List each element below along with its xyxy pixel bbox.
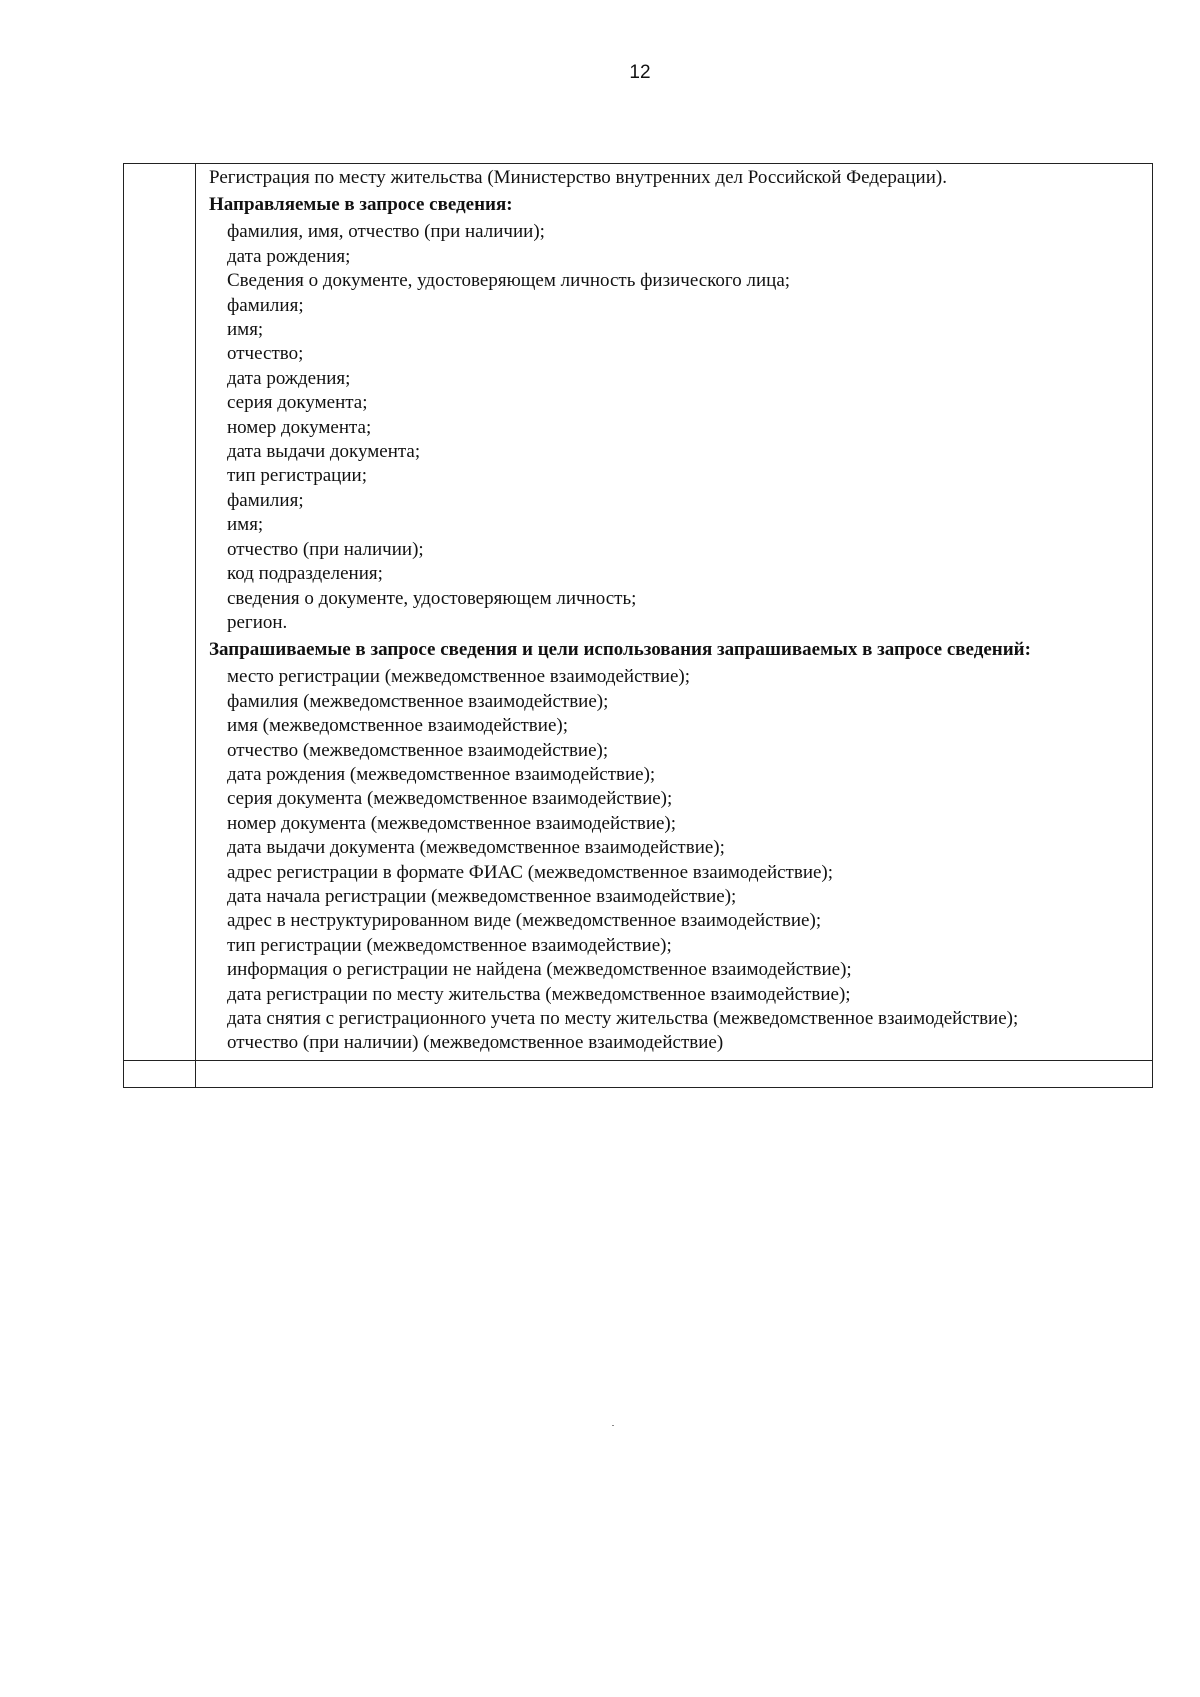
list-item: отчество (при наличии); xyxy=(227,538,424,560)
document-table xyxy=(123,163,1153,1088)
sent-heading: Направляемые в запросе сведения: xyxy=(209,194,513,216)
list-item: место регистрации (межведомственное взаимодействие); xyxy=(227,666,691,688)
list-item: серия документа; xyxy=(227,392,368,414)
list-item: серия документа (межведомственное взаимодействие); xyxy=(227,788,673,810)
list-item: дата начала регистрации (межведомственное взаимодействие); xyxy=(227,885,737,907)
list-item: дата выдачи документа (межведомственное взаимодействие); xyxy=(227,837,725,859)
list-item: фамилия, имя, отчество (при наличии); xyxy=(227,221,545,243)
list-item: имя; xyxy=(227,514,264,536)
list-item: имя; xyxy=(227,319,264,341)
intro-line: Регистрация по месту жительства (Министерство внутренних дел Российской Федерации). xyxy=(209,167,947,188)
scan-artifact xyxy=(612,1425,614,1426)
list-item: имя (межведомственное взаимодействие); xyxy=(227,715,568,737)
sent-items-list xyxy=(209,220,1146,635)
list-item: дата рождения; xyxy=(227,245,351,267)
list-item: адрес регистрации в формате ФИАС (межведомственное взаимодействие); xyxy=(227,861,834,883)
list-item: адрес в неструктурированном виде (межведомственное взаимодействие); xyxy=(227,910,822,932)
list-item: номер документа (межведомственное взаимодействие); xyxy=(227,812,677,834)
row-number-cell xyxy=(124,164,196,1061)
row-number-cell xyxy=(124,1060,196,1087)
list-item: дата рождения; xyxy=(227,367,351,389)
list-item: дата рождения (межведомственное взаимодействие); xyxy=(227,763,656,785)
empty-content-cell xyxy=(196,1060,1153,1087)
list-item: код подразделения; xyxy=(227,563,383,585)
list-item: фамилия; xyxy=(227,489,304,511)
list-item: номер документа; xyxy=(227,416,372,438)
table-row xyxy=(124,164,1153,1061)
list-item: отчество; xyxy=(227,343,304,365)
list-item: фамилия (межведомственное взаимодействие); xyxy=(227,690,609,712)
table-row-empty xyxy=(124,1060,1153,1087)
list-item: дата снятия с регистрационного учета по месту жительства (межведомственное взаимодействие); xyxy=(227,1008,1019,1029)
list-item: дата выдачи документа; xyxy=(227,441,421,463)
requested-heading: Запрашиваемые в запросе сведения и цели использования запрашиваемых в запросе сведений: xyxy=(209,639,1031,661)
list-item: тип регистрации; xyxy=(227,465,367,487)
list-item: регион. xyxy=(227,611,288,633)
list-item: Сведения о документе, удостоверяющем личность физического лица; xyxy=(227,270,791,292)
list-item: фамилия; xyxy=(227,294,304,316)
list-item: отчество (межведомственное взаимодействие); xyxy=(227,739,609,761)
list-item: отчество (при наличии) (межведомственное взаимодействие) xyxy=(227,1032,724,1054)
page-number: 12 xyxy=(629,62,651,83)
requested-items-list xyxy=(209,665,1146,1056)
content-cell xyxy=(196,164,1153,1061)
list-item: информация о регистрации не найдена (межведомственное взаимодействие); xyxy=(227,959,852,981)
list-item: дата регистрации по месту жительства (межведомственное взаимодействие); xyxy=(227,983,851,1005)
list-item: сведения о документе, удостоверяющем личность; xyxy=(227,587,637,609)
list-item: тип регистрации (межведомственное взаимодействие); xyxy=(227,934,672,956)
